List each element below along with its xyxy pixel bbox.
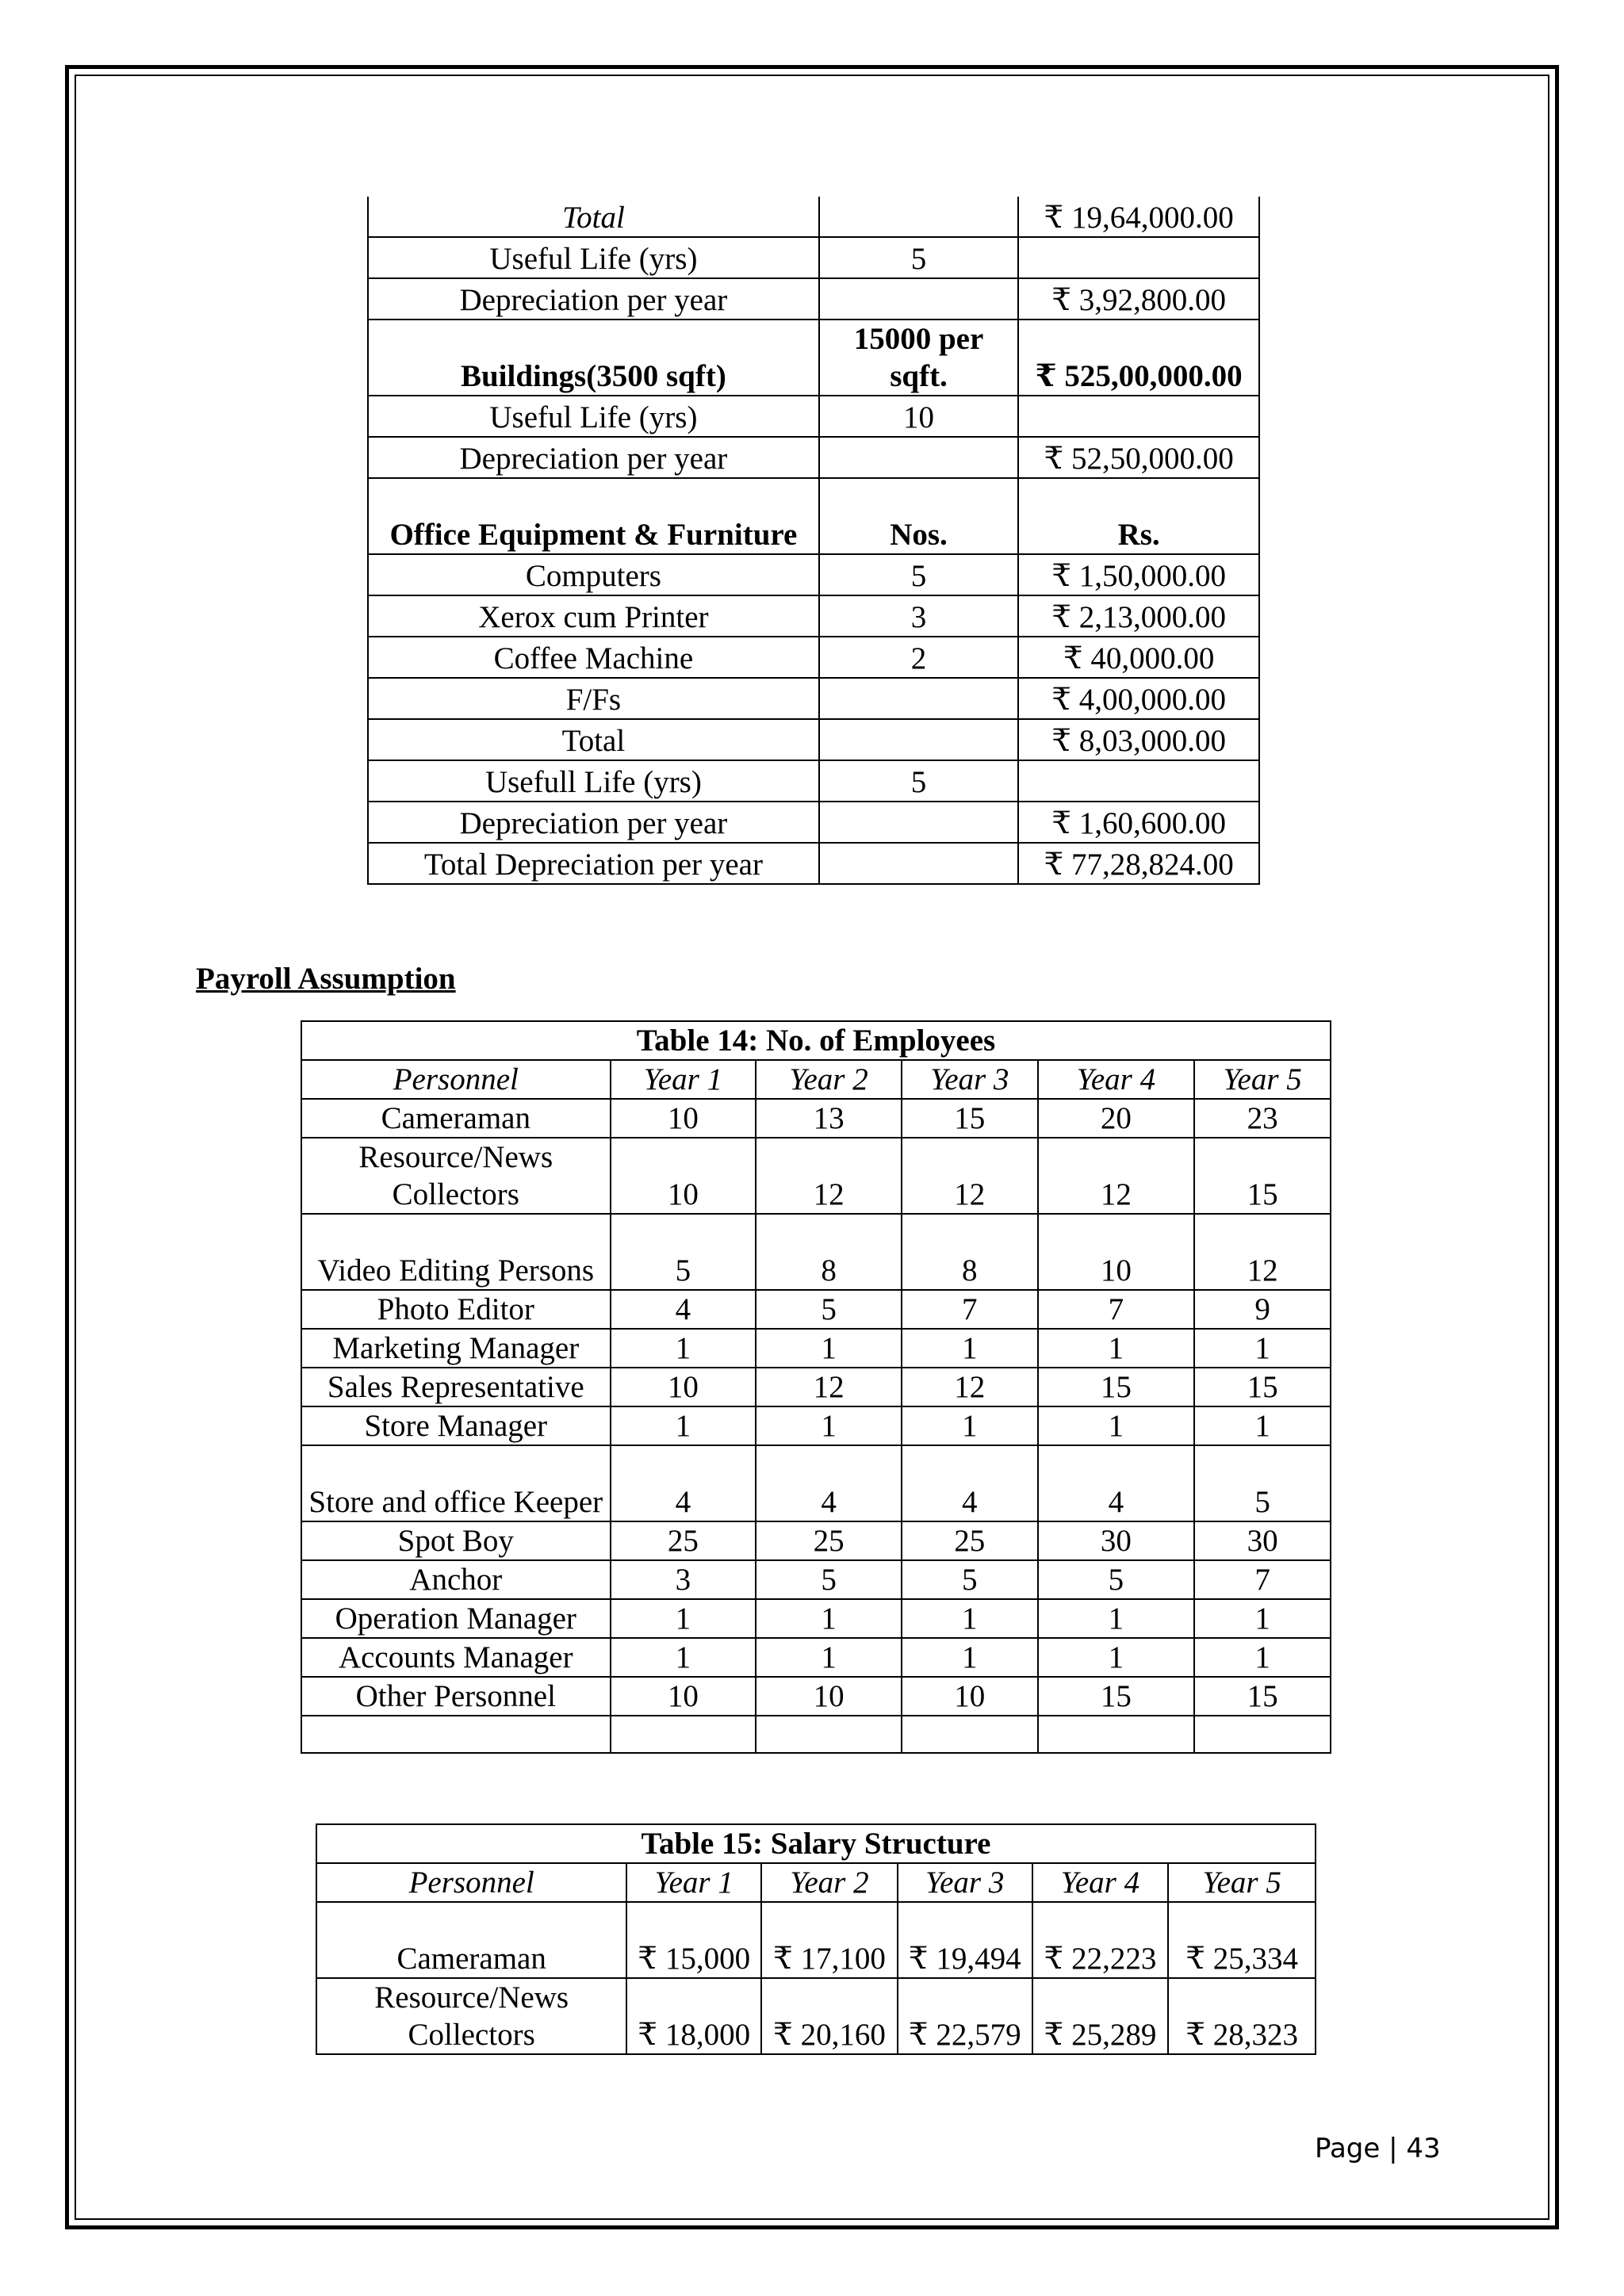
section-heading: Payroll Assumption xyxy=(196,962,456,996)
table-cell: 5 xyxy=(1038,1560,1195,1599)
table-cell: 12 xyxy=(902,1138,1038,1214)
table-cell: 15000 per sqft. xyxy=(819,320,1018,396)
table-cell: 1 xyxy=(1194,1599,1331,1638)
table-cell: 4 xyxy=(1038,1445,1195,1521)
table-cell: 23 xyxy=(1194,1099,1331,1138)
table-cell xyxy=(902,1716,1038,1753)
table-row xyxy=(368,595,1259,637)
table-cell: 30 xyxy=(1038,1521,1195,1560)
table-row xyxy=(301,1521,1331,1560)
table-cell: 8 xyxy=(902,1214,1038,1290)
table-cell: ₹ 22,579 xyxy=(898,1978,1032,2054)
table-cell: Anchor xyxy=(301,1560,611,1599)
table-cell: 7 xyxy=(902,1290,1038,1329)
column-header: Year 1 xyxy=(626,1863,761,1902)
table-cell: 10 xyxy=(819,396,1018,437)
table-cell xyxy=(1018,237,1259,278)
table-row xyxy=(368,719,1259,760)
table-cell: 5 xyxy=(756,1560,902,1599)
salary-structure-table xyxy=(316,1823,1316,2055)
table-cell: 5 xyxy=(819,237,1018,278)
table-cell xyxy=(1018,396,1259,437)
table-cell: 9 xyxy=(1194,1290,1331,1329)
table-cell xyxy=(819,678,1018,719)
table-cell: ₹ 17,100 xyxy=(761,1902,898,1978)
table-cell: Depreciation per year xyxy=(368,278,819,320)
table-cell: 4 xyxy=(756,1445,902,1521)
table-cell: Computers xyxy=(368,554,819,595)
column-header: Year 3 xyxy=(898,1863,1032,1902)
table-cell: 12 xyxy=(1038,1138,1195,1214)
table-cell xyxy=(819,719,1018,760)
table-cell xyxy=(301,1716,611,1753)
table-cell xyxy=(819,802,1018,843)
table-row xyxy=(368,278,1259,320)
table-cell: 25 xyxy=(902,1521,1038,1560)
table-cell: 15 xyxy=(1038,1677,1195,1716)
table-cell: 5 xyxy=(611,1214,756,1290)
table-cell: Useful Life (yrs) xyxy=(368,237,819,278)
table-cell xyxy=(1194,1716,1331,1753)
table-cell: Coffee Machine xyxy=(368,637,819,678)
table-row xyxy=(368,197,1259,237)
column-header: Year 4 xyxy=(1038,1060,1195,1099)
table-cell: 1 xyxy=(756,1599,902,1638)
table-row xyxy=(368,437,1259,478)
column-header: Personnel xyxy=(316,1863,626,1902)
table-cell: 3 xyxy=(611,1560,756,1599)
table-cell: 1 xyxy=(611,1406,756,1445)
table-cell: 12 xyxy=(756,1368,902,1406)
table-cell xyxy=(819,843,1018,884)
table-row xyxy=(368,478,1259,554)
table-cell: 7 xyxy=(1038,1290,1195,1329)
table-cell: 1 xyxy=(1038,1599,1195,1638)
table-row xyxy=(368,320,1259,396)
table-cell: Other Personnel xyxy=(301,1677,611,1716)
table-cell: Resource/News Collectors xyxy=(301,1138,611,1214)
table-cell xyxy=(611,1716,756,1753)
table-cell: Buildings(3500 sqft) xyxy=(368,320,819,396)
table-cell: Cameraman xyxy=(301,1099,611,1138)
table-cell: 10 xyxy=(902,1677,1038,1716)
table-cell: 1 xyxy=(1194,1329,1331,1368)
table-cell: Total xyxy=(368,719,819,760)
column-header: Year 2 xyxy=(756,1060,902,1099)
table-cell: 4 xyxy=(611,1445,756,1521)
table-cell: Store Manager xyxy=(301,1406,611,1445)
table-cell: 4 xyxy=(902,1445,1038,1521)
table-cell: Useful Life (yrs) xyxy=(368,396,819,437)
table-row xyxy=(301,1716,1331,1753)
table-row xyxy=(301,1099,1331,1138)
table-cell: 1 xyxy=(1038,1638,1195,1677)
table-cell: Sales Representative xyxy=(301,1368,611,1406)
table-row xyxy=(368,802,1259,843)
table-cell xyxy=(819,437,1018,478)
table-cell: ₹ 52,50,000.00 xyxy=(1018,437,1259,478)
table-cell: 1 xyxy=(902,1329,1038,1368)
table-cell: 1 xyxy=(611,1638,756,1677)
table-cell: 15 xyxy=(1038,1368,1195,1406)
table-cell: 1 xyxy=(611,1599,756,1638)
table-cell: Usefull Life (yrs) xyxy=(368,760,819,802)
table-row xyxy=(301,1290,1331,1329)
table-cell: 3 xyxy=(819,595,1018,637)
column-header: Year 2 xyxy=(761,1863,898,1902)
table-cell: 25 xyxy=(611,1521,756,1560)
table-cell: 5 xyxy=(1194,1445,1331,1521)
table-row xyxy=(316,1978,1316,2054)
table-cell: ₹ 20,160 xyxy=(761,1978,898,2054)
table-cell: 10 xyxy=(1038,1214,1195,1290)
table-header-row xyxy=(316,1863,1316,1902)
table-cell: Rs. xyxy=(1018,478,1259,554)
table-cell: ₹ 25,289 xyxy=(1032,1978,1169,2054)
table-cell: Total xyxy=(368,197,819,237)
table-cell: Total Depreciation per year xyxy=(368,843,819,884)
table-cell: ₹ 22,223 xyxy=(1032,1902,1169,1978)
employees-table xyxy=(301,1020,1331,1754)
table-cell: 5 xyxy=(756,1290,902,1329)
column-header: Year 3 xyxy=(902,1060,1038,1099)
table-cell: 1 xyxy=(756,1638,902,1677)
table-cell: ₹ 525,00,000.00 xyxy=(1018,320,1259,396)
table-cell: Cameraman xyxy=(316,1902,626,1978)
table-cell: 20 xyxy=(1038,1099,1195,1138)
table-cell: ₹ 28,323 xyxy=(1168,1978,1316,2054)
table-cell: ₹ 8,03,000.00 xyxy=(1018,719,1259,760)
table-cell: ₹ 18,000 xyxy=(626,1978,761,2054)
column-header: Personnel xyxy=(301,1060,611,1099)
table-cell: ₹ 15,000 xyxy=(626,1902,761,1978)
table-cell: 8 xyxy=(756,1214,902,1290)
table-caption: Table 15: Salary Structure xyxy=(316,1824,1316,1863)
column-header: Year 5 xyxy=(1168,1863,1316,1902)
table-row xyxy=(301,1677,1331,1716)
table-row xyxy=(368,554,1259,595)
page-number: Page | 43 xyxy=(1315,2133,1441,2164)
table-cell: Office Equipment & Furniture xyxy=(368,478,819,554)
table-cell: 2 xyxy=(819,637,1018,678)
table-row xyxy=(368,637,1259,678)
table-cell: 1 xyxy=(1038,1329,1195,1368)
table-cell: ₹ 19,64,000.00 xyxy=(1018,197,1259,237)
table-cell: ₹ 25,334 xyxy=(1168,1902,1316,1978)
table-row xyxy=(368,678,1259,719)
table-row xyxy=(368,843,1259,884)
table-cell: Operation Manager xyxy=(301,1599,611,1638)
table-cell: Depreciation per year xyxy=(368,437,819,478)
table-caption: Table 14: No. of Employees xyxy=(301,1021,1331,1060)
table-cell: 5 xyxy=(819,760,1018,802)
table-cell: 5 xyxy=(902,1560,1038,1599)
table-cell: 15 xyxy=(902,1099,1038,1138)
table-cell: Depreciation per year xyxy=(368,802,819,843)
table-cell: 15 xyxy=(1194,1677,1331,1716)
table-cell: Store and office Keeper xyxy=(301,1445,611,1521)
table-row xyxy=(368,396,1259,437)
table-row xyxy=(316,1902,1316,1978)
table-cell: ₹ 40,000.00 xyxy=(1018,637,1259,678)
table-cell: 1 xyxy=(902,1406,1038,1445)
table-cell: ₹ 1,60,600.00 xyxy=(1018,802,1259,843)
table-row xyxy=(301,1329,1331,1368)
table-cell: Spot Boy xyxy=(301,1521,611,1560)
table-cell: Accounts Manager xyxy=(301,1638,611,1677)
table-row xyxy=(301,1445,1331,1521)
table-cell: 5 xyxy=(819,554,1018,595)
table-row xyxy=(368,760,1259,802)
table-cell xyxy=(819,278,1018,320)
table-row xyxy=(301,1599,1331,1638)
table-cell: Marketing Manager xyxy=(301,1329,611,1368)
table-cell: 1 xyxy=(611,1329,756,1368)
table-cell: F/Fs xyxy=(368,678,819,719)
table-header-row xyxy=(301,1060,1331,1099)
table-row xyxy=(301,1214,1331,1290)
table-cell: 10 xyxy=(611,1677,756,1716)
table-cell: 12 xyxy=(756,1138,902,1214)
column-header: Year 4 xyxy=(1032,1863,1169,1902)
table-cell: Nos. xyxy=(819,478,1018,554)
table-cell: 10 xyxy=(611,1138,756,1214)
table-cell: 7 xyxy=(1194,1560,1331,1599)
table-cell: ₹ 1,50,000.00 xyxy=(1018,554,1259,595)
table-cell: 1 xyxy=(1038,1406,1195,1445)
table-row xyxy=(301,1638,1331,1677)
table-cell: 30 xyxy=(1194,1521,1331,1560)
table-cell xyxy=(819,197,1018,237)
table-cell: 15 xyxy=(1194,1368,1331,1406)
table-cell: 10 xyxy=(611,1099,756,1138)
table-cell xyxy=(756,1716,902,1753)
table-row xyxy=(301,1406,1331,1445)
table-cell: 1 xyxy=(756,1406,902,1445)
table-cell: 10 xyxy=(756,1677,902,1716)
asset-depreciation-table xyxy=(367,197,1260,885)
column-header: Year 1 xyxy=(611,1060,756,1099)
table-cell: 10 xyxy=(611,1368,756,1406)
table-cell: ₹ 19,494 xyxy=(898,1902,1032,1978)
table-cell xyxy=(1018,760,1259,802)
table-cell: ₹ 3,92,800.00 xyxy=(1018,278,1259,320)
table-cell: 1 xyxy=(756,1329,902,1368)
table-row xyxy=(301,1368,1331,1406)
table-cell: ₹ 4,00,000.00 xyxy=(1018,678,1259,719)
table-row xyxy=(368,237,1259,278)
table-row xyxy=(301,1560,1331,1599)
table-cell: 4 xyxy=(611,1290,756,1329)
table-cell: 1 xyxy=(902,1599,1038,1638)
table-row xyxy=(301,1138,1331,1214)
table-cell: 1 xyxy=(1194,1406,1331,1445)
column-header: Year 5 xyxy=(1194,1060,1331,1099)
table-cell: Photo Editor xyxy=(301,1290,611,1329)
table-cell: 12 xyxy=(902,1368,1038,1406)
table-cell: 15 xyxy=(1194,1138,1331,1214)
table-cell: ₹ 2,13,000.00 xyxy=(1018,595,1259,637)
table-cell: Resource/News Collectors xyxy=(316,1978,626,2054)
table-cell: 25 xyxy=(756,1521,902,1560)
table-cell: 12 xyxy=(1194,1214,1331,1290)
table-cell: ₹ 77,28,824.00 xyxy=(1018,843,1259,884)
table-cell: Video Editing Persons xyxy=(301,1214,611,1290)
table-cell: Xerox cum Printer xyxy=(368,595,819,637)
table-cell: 13 xyxy=(756,1099,902,1138)
table-cell: 1 xyxy=(1194,1638,1331,1677)
table-cell xyxy=(1038,1716,1195,1753)
table-cell: 1 xyxy=(902,1638,1038,1677)
